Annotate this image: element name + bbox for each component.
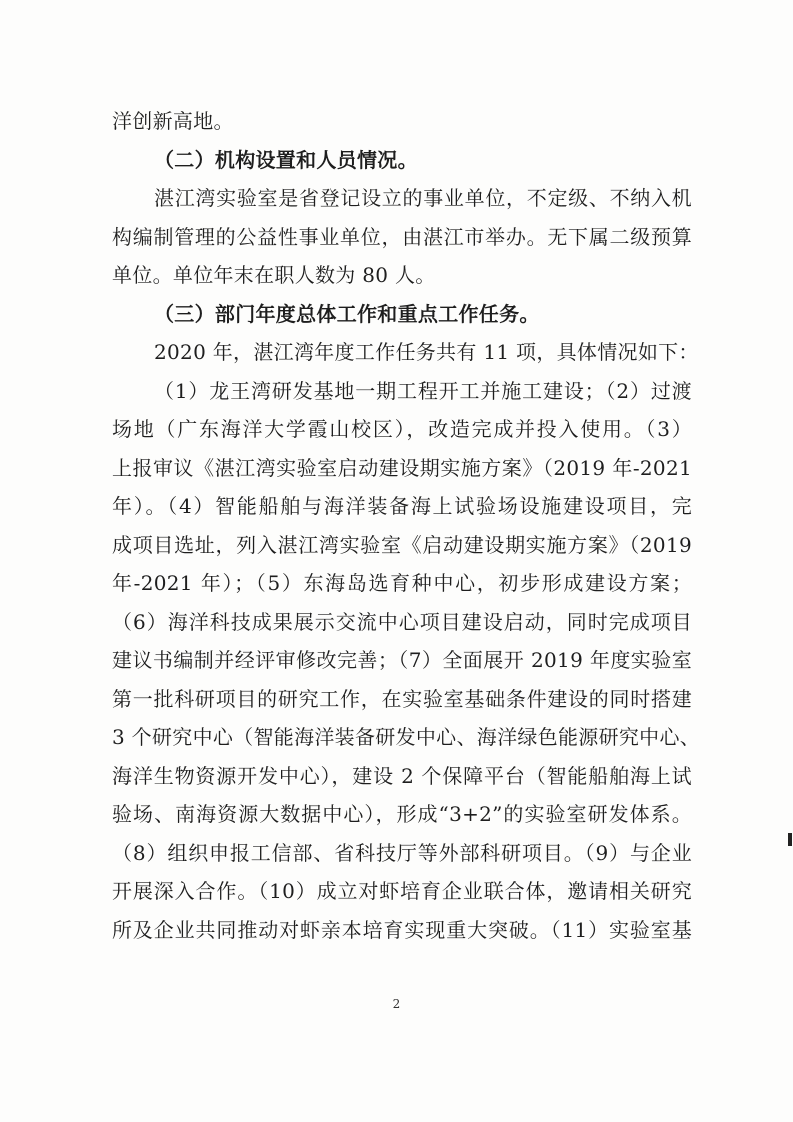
text-line: 2020 年，湛江湾年度工作任务共有 11 项，具体情况如下：	[154, 340, 699, 364]
body-text	[112, 102, 701, 949]
text-line: 验场、南海资源大数据中心），形成“3+2”的实验室研发体系。	[112, 802, 692, 826]
text-line: 成项目选址，列入湛江湾实验室《启动建设期实施方案》（2019	[112, 532, 692, 557]
text-line: 年）。（4）智能船舶与海洋装备海上试验场设施建设项目，完	[112, 494, 692, 518]
text-line: 上报审议《湛江湾实验室启动建设期实施方案》（2019 年-2021	[112, 455, 692, 480]
text-line: 单位。单位年末在职人数为 80 人。	[112, 263, 436, 287]
text-line: 开展深入合作。（10）成立对虾培育企业联合体，邀请相关研究	[112, 879, 692, 903]
section-heading: （三）部门年度总体工作和重点工作任务。	[154, 301, 540, 326]
text-line: 海洋生物资源开发中心），建设 2 个保障平台（智能船舶海上试	[112, 763, 692, 788]
section-heading: （二）机构设置和人员情况。	[154, 147, 418, 172]
text-line: 湛江湾实验室是省登记设立的事业单位，不定级、不纳入机	[154, 186, 692, 210]
text-line: 第一批科研项目的研究工作，在实验室基础条件建设的同时搭建	[112, 686, 692, 711]
page-number: 2	[392, 997, 401, 1011]
text-line: （6）海洋科技成果展示交流中心项目建设启动，同时完成项目	[112, 609, 692, 634]
text-line: 所及企业共同推动对虾亲本培育实现重大突破。（11）实验室基	[112, 917, 692, 942]
text-line: 洋创新高地。	[112, 109, 234, 133]
text-line: 构编制管理的公益性事业单位，由湛江市举办。无下属二级预算	[112, 224, 692, 249]
text-line: 场地（广东海洋大学霞山校区），改造完成并投入使用。（3）	[112, 417, 692, 441]
text-line: 年-2021 年）；（5）东海岛选育种中心，初步形成建设方案；	[112, 571, 692, 595]
text-line: 3 个研究中心（智能海洋装备研发中心、海洋绿色能源研究中心、	[112, 725, 701, 749]
scan-edge-mark	[788, 833, 792, 846]
text-line: （1）龙王湾研发基地一期工程开工并施工建设；（2）过渡	[154, 378, 692, 403]
text-line: 建议书编制并经评审修改完善；（7）全面展开 2019 年度实验室	[112, 648, 692, 672]
text-line: （8）组织申报工信部、省科技厅等外部科研项目。（9）与企业	[112, 840, 692, 865]
